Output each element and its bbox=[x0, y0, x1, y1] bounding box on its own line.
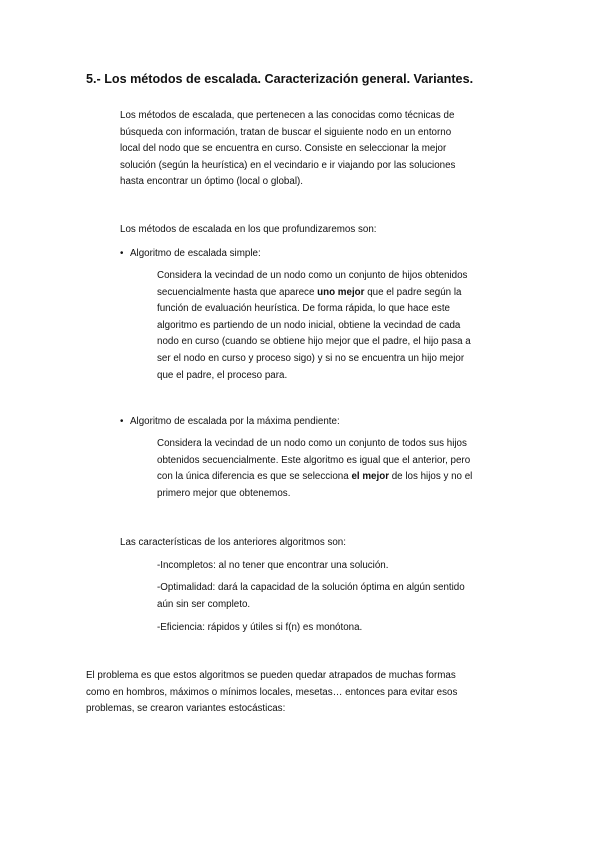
text-line: Considera la vecindad de un nodo como un conjunto de hijos obtenidos bbox=[157, 270, 468, 281]
text-line: problemas, se crearon variantes estocásticas: bbox=[86, 703, 286, 715]
text-line: hasta encontrar un óptimo (local o global). bbox=[120, 176, 303, 188]
text-line: ser el nodo en curso y proceso sigo) y si no se encuentra un hijo mejor bbox=[157, 352, 465, 364]
bullet-item-steepest-ascent bbox=[120, 414, 340, 431]
closing-paragraph bbox=[86, 668, 526, 718]
text-line: que el padre, el proceso para. bbox=[157, 369, 288, 381]
intro-paragraph bbox=[120, 108, 520, 191]
characteristic-incompletos bbox=[157, 558, 388, 575]
text-line bbox=[157, 469, 517, 486]
simple-hill-climbing-description bbox=[157, 268, 517, 384]
steepest-ascent-description bbox=[157, 436, 517, 502]
text-run: que el padre según la bbox=[364, 286, 462, 298]
text-line: -Optimalidad: dará la capacidad de la solución óptima en algún sentido bbox=[157, 582, 465, 593]
text-line: Los métodos de escalada, que pertenecen a las conocidas como técnicas de bbox=[120, 110, 455, 121]
text-line: primero mejor que obtenemos. bbox=[157, 487, 291, 499]
text-line: función de evaluación heurística. De forma rápida, lo que hace este bbox=[157, 303, 450, 315]
bullet-item-simple-hill-climbing bbox=[120, 246, 261, 263]
text-line: -Incompletos: al no tener que encontrar una solución. bbox=[157, 560, 389, 571]
bullet-title: Algoritmo de escalada por la máxima pendiente: bbox=[130, 416, 340, 427]
text-line: aún sin ser completo. bbox=[157, 598, 251, 610]
text-line: obtenidos secuencialmente. Este algoritmo es igual que el anterior, pero bbox=[157, 454, 471, 466]
characteristics-intro: Las características de los anteriores algoritmos son: bbox=[120, 537, 346, 548]
text-run: con la única diferencia es que se selecciona bbox=[157, 471, 352, 483]
characteristic-optimalidad bbox=[157, 580, 465, 613]
text-run: de los hijos y no el bbox=[389, 471, 473, 483]
text-line: búsqueda con información, tratan de buscar el siguiente nodo en un entorno bbox=[120, 126, 452, 138]
text-line: El problema es que estos algoritmos se pueden quedar atrapados de muchas formas bbox=[86, 670, 456, 681]
text-line: algoritmo es partiendo de un nodo inicial, obtiene la vecindad de cada bbox=[157, 319, 461, 331]
text-line: nodo en curso (cuando se obtiene hijo mejor que el padre, el hijo pasa a bbox=[157, 336, 471, 348]
text-line: Considera la vecindad de un nodo como un conjunto de todos sus hijos bbox=[157, 438, 467, 449]
bullet-icon: • bbox=[120, 248, 124, 259]
bullet-title: Algoritmo de escalada simple: bbox=[130, 248, 261, 259]
text-line: como en hombros, máximos o mínimos locales, mesetas… entonces para evitar esos bbox=[86, 686, 458, 698]
emphasis-text: uno mejor bbox=[317, 286, 365, 298]
section-heading: 5.- Los métodos de escalada. Caracterización general. Variantes. bbox=[86, 72, 474, 86]
text-line: local del nodo que se encuentra en curso. Consiste en seleccionar la mejor bbox=[120, 143, 447, 155]
emphasis-text: el mejor bbox=[351, 471, 390, 483]
methods-intro: Los métodos de escalada en los que profundizaremos son: bbox=[120, 224, 377, 235]
text-line bbox=[157, 285, 517, 302]
bullet-icon: • bbox=[120, 416, 124, 427]
text-line: solución (según la heurística) en el vecindario e ir viajando por las soluciones bbox=[120, 159, 456, 171]
text-run: secuencialmente hasta que aparece bbox=[157, 286, 318, 298]
characteristic-eficiencia bbox=[157, 620, 362, 637]
text-line: -Eficiencia: rápidos y útiles si f(n) es monótona. bbox=[157, 622, 363, 633]
